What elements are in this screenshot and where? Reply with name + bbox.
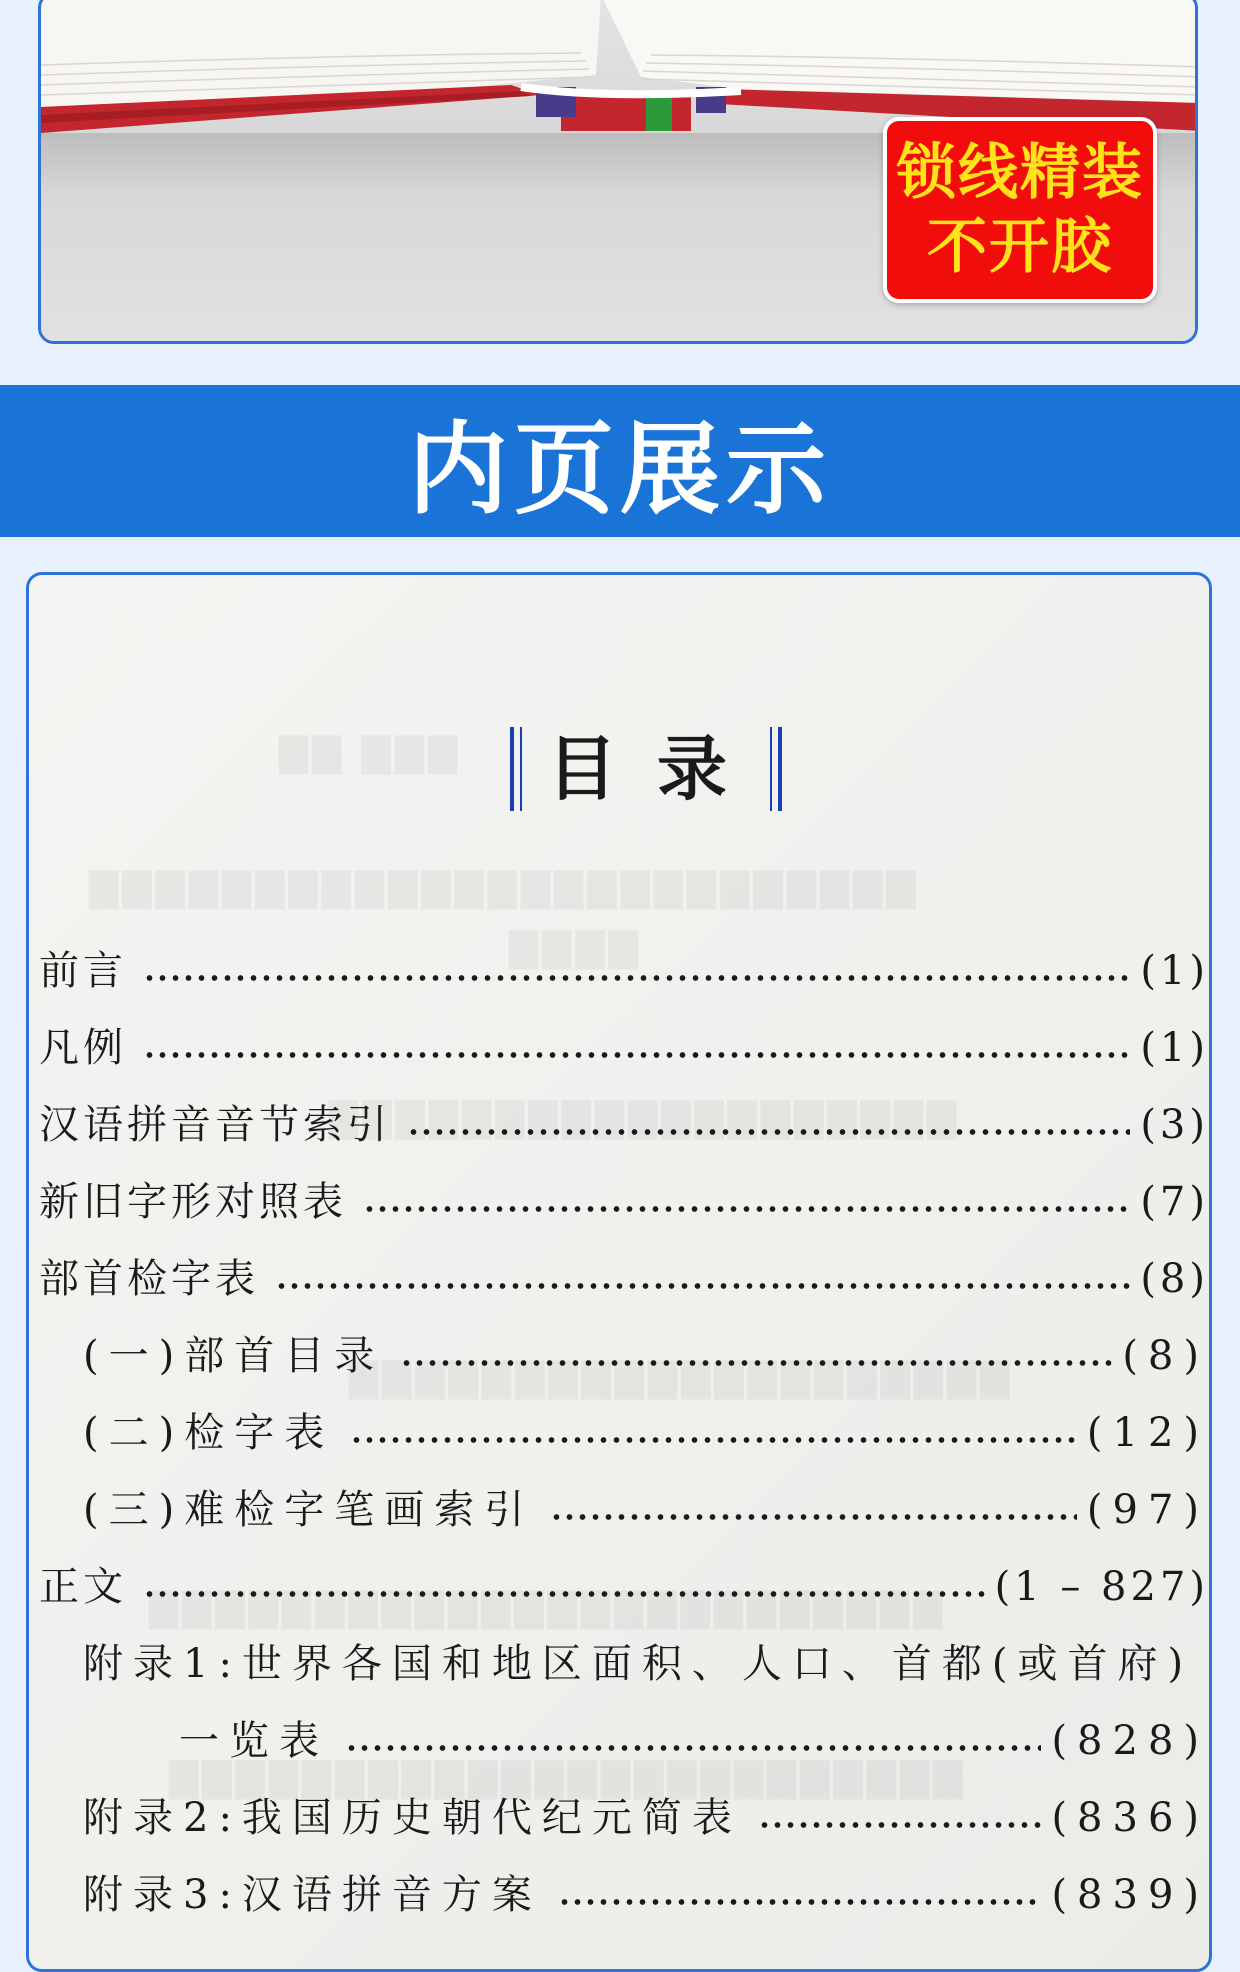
- dot-leader: [558, 1897, 1042, 1907]
- toc-entry-page: (839): [1051, 1872, 1209, 1918]
- toc-entry: [39, 1555, 1209, 1617]
- toc-entry: [39, 1170, 1209, 1232]
- toc-entry-page: (1 – 827): [994, 1564, 1209, 1610]
- book-photo-panel: [38, 0, 1198, 344]
- toc-entry-page: (12): [1086, 1410, 1209, 1456]
- toc-entry: [39, 1016, 1209, 1078]
- section-banner: [0, 385, 1240, 537]
- dot-leader: [350, 1435, 1077, 1445]
- toc-entry-label: (一)部首目录: [83, 1333, 385, 1379]
- toc-entry-label: 新旧字形对照表: [39, 1179, 347, 1225]
- toc-entry: [39, 939, 1209, 1001]
- toc-entry: [83, 1786, 1209, 1848]
- toc-entry: [179, 1709, 1209, 1771]
- contents-page-panel: [26, 572, 1212, 1972]
- toc-entry-page: (1): [1140, 1025, 1209, 1071]
- toc-entry-label: 汉语拼音音节索引: [39, 1102, 391, 1148]
- binding-badge: [883, 117, 1157, 303]
- show-through-texture: [89, 865, 920, 909]
- toc-entry-label: 附录1:世界各国和地区面积、人口、首都(或首府): [83, 1641, 1194, 1687]
- dot-leader: [400, 1358, 1112, 1368]
- toc-entry-label: 前言: [39, 948, 127, 994]
- toc-entry-label: 凡例: [39, 1025, 127, 1071]
- toc-entry-page: (1): [1140, 948, 1209, 994]
- contents-title: 目录: [547, 727, 767, 810]
- toc-entry-page: (7): [1140, 1179, 1209, 1225]
- toc-entry-page: (836): [1051, 1795, 1209, 1841]
- toc-entry: [83, 1863, 1209, 1925]
- toc-entry-page: (3): [1140, 1102, 1209, 1148]
- dot-leader: [143, 1589, 985, 1599]
- dot-leader: [143, 973, 1130, 983]
- toc-entry-label: 部首检字表: [39, 1256, 259, 1302]
- toc-entry-label: 正文: [39, 1564, 127, 1610]
- toc-entry-page: (8): [1140, 1256, 1209, 1302]
- toc-entry-label: 附录3:汉语拼音方案: [83, 1872, 542, 1918]
- toc-entry-label: 附录2:我国历史朝代纪元简表: [83, 1795, 742, 1841]
- toc-entry-page: (8): [1122, 1333, 1209, 1379]
- heading-bar-left-inner: [520, 727, 522, 811]
- toc-entry: [83, 1632, 1209, 1694]
- dot-leader: [363, 1204, 1130, 1214]
- contents-heading: [507, 727, 785, 811]
- badge-line-1: 锁线精装: [896, 138, 1144, 208]
- show-through-texture: [279, 730, 461, 774]
- toc-entry: [39, 1247, 1209, 1309]
- toc-entry: [83, 1478, 1209, 1540]
- heading-bar-right: [778, 727, 782, 811]
- toc-entry-page: (97): [1086, 1487, 1209, 1533]
- dot-leader: [275, 1281, 1130, 1291]
- dot-leader: [407, 1127, 1130, 1137]
- banner-title: 内页展示: [408, 411, 832, 528]
- toc-entry: [39, 1093, 1209, 1155]
- toc-entry: [83, 1401, 1209, 1463]
- dot-leader: [550, 1512, 1077, 1522]
- toc-entry-page: (828): [1051, 1718, 1209, 1764]
- badge-line-2: 不开胶: [927, 212, 1113, 282]
- toc-entry-label: (三)难检字笔画索引: [83, 1487, 535, 1533]
- toc-entry-label: (二)检字表: [83, 1410, 335, 1456]
- dot-leader: [758, 1820, 1042, 1830]
- heading-bar-left: [510, 727, 514, 811]
- toc-entry: [83, 1324, 1209, 1386]
- heading-bar-right-inner: [770, 727, 772, 811]
- dot-leader: [345, 1743, 1041, 1753]
- dot-leader: [143, 1050, 1130, 1060]
- toc-entry-label: 一览表: [179, 1718, 329, 1764]
